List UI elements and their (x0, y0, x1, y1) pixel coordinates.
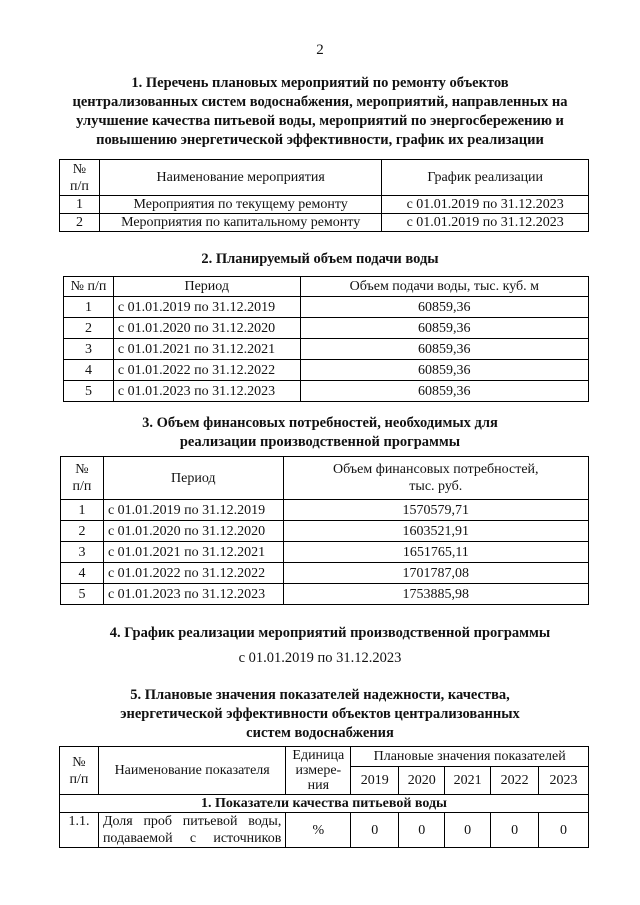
cell-unit: % (286, 813, 351, 848)
cell-num: 3 (64, 339, 114, 360)
title-line: улучшение качества питьевой воды, мероприятий по энергосбережению и (76, 113, 564, 129)
cell-num: 4 (64, 360, 114, 381)
cell-period: с 01.01.2021 по 31.12.2021 (103, 542, 283, 563)
table-row (60, 214, 589, 232)
cell-period: с 01.01.2022 по 31.12.2022 (113, 360, 300, 381)
cell-period: с 01.01.2020 по 31.12.2020 (113, 318, 300, 339)
cell-value: 0 (351, 813, 399, 848)
header-planned: Плановые значения показателей (351, 747, 589, 767)
cell-amount: 1753885,98 (283, 584, 588, 605)
header-num: № п/п (61, 457, 104, 500)
subsection-row (60, 795, 589, 813)
cell-volume: 60859,36 (300, 297, 588, 318)
header-num: № п/п (64, 277, 114, 297)
header-name: Наименование показателя (98, 747, 285, 795)
cell-amount: 1603521,91 (283, 521, 588, 542)
cell-period: с 01.01.2020 по 31.12.2020 (103, 521, 283, 542)
table-row (64, 360, 589, 381)
section2-title: 2. Планируемый объем подачи воды (201, 251, 439, 267)
header-volume: Объем подачи воды, тыс. куб. м (300, 277, 588, 297)
header-period: Период (113, 277, 300, 297)
header-num: № п/п (60, 747, 99, 795)
title-line: 5. Плановые значения показателей надежности, качества, (130, 687, 510, 703)
cell-period: с 01.01.2021 по 31.12.2021 (113, 339, 300, 360)
cell-num: 2 (64, 318, 114, 339)
cell-schedule: с 01.01.2019 по 31.12.2023 (382, 196, 589, 214)
table-row (64, 381, 589, 402)
cell-num: 5 (64, 381, 114, 402)
header-year: 2020 (399, 767, 445, 795)
table-row (64, 339, 589, 360)
header-schedule: График реализации (382, 160, 589, 196)
table-header-row (60, 747, 589, 767)
section2-table (63, 276, 589, 402)
section3-table (60, 456, 589, 605)
section3-title (40, 414, 600, 452)
table-row (60, 813, 589, 848)
table-row (61, 500, 589, 521)
cell-period: с 01.01.2019 по 31.12.2019 (113, 297, 300, 318)
header-year: 2023 (539, 767, 589, 795)
section1-title (40, 74, 600, 150)
table-row (61, 563, 589, 584)
header-period: Период (103, 457, 283, 500)
table-header-row (61, 457, 589, 500)
cell-period: с 01.01.2022 по 31.12.2022 (103, 563, 283, 584)
cell-volume: 60859,36 (300, 381, 588, 402)
cell-value: 0 (399, 813, 445, 848)
cell-volume: 60859,36 (300, 339, 588, 360)
cell-num: 3 (61, 542, 104, 563)
cell-schedule: с 01.01.2019 по 31.12.2023 (382, 214, 589, 232)
section5-title (40, 686, 600, 743)
cell-volume: 60859,36 (300, 318, 588, 339)
title-line: централизованных систем водоснабжения, мероприятий, направленных на (72, 94, 568, 110)
cell-num: 4 (61, 563, 104, 584)
page-number: 2 (316, 42, 324, 58)
cell-value: 0 (445, 813, 491, 848)
cell-period: с 01.01.2023 по 31.12.2023 (103, 584, 283, 605)
table-row (64, 318, 589, 339)
cell-name: Мероприятия по капитальному ремонту (99, 214, 381, 232)
table-row (61, 521, 589, 542)
section1-table (59, 159, 589, 232)
header-num: № п/п (60, 160, 100, 196)
cell-num: 1 (64, 297, 114, 318)
header-year: 2021 (445, 767, 491, 795)
title-line: повышению энергетической эффективности, график их реализации (96, 132, 544, 148)
cell-amount: 1701787,08 (283, 563, 588, 584)
cell-num: 1 (60, 196, 100, 214)
cell-num: 1 (61, 500, 104, 521)
table-header-row (60, 160, 589, 196)
section4-period: с 01.01.2019 по 31.12.2023 (238, 650, 402, 666)
cell-num: 2 (61, 521, 104, 542)
title-line: энергетической эффективности объектов централизованных (120, 706, 520, 722)
table-row (61, 542, 589, 563)
section4-title: 4. График реализации мероприятий производственной программы (109, 625, 551, 641)
title-line: реализации производственной программы (179, 434, 461, 450)
cell-volume: 60859,36 (300, 360, 588, 381)
cell-period: с 01.01.2019 по 31.12.2019 (103, 500, 283, 521)
subsection-title: 1. Показатели качества питьевой воды (60, 795, 589, 813)
section5-table (59, 746, 589, 848)
header-amount: Объем финансовых потребностей, тыс. руб. (283, 457, 588, 500)
header-name: Наименование мероприятия (99, 160, 381, 196)
title-line: 3. Объем финансовых потребностей, необходимых для (142, 415, 498, 431)
cell-amount: 1570579,71 (283, 500, 588, 521)
header-year: 2019 (351, 767, 399, 795)
cell-value: 0 (491, 813, 539, 848)
cell-num: 1.1. (60, 813, 99, 848)
cell-amount: 1651765,11 (283, 542, 588, 563)
cell-num: 2 (60, 214, 100, 232)
table-row (61, 584, 589, 605)
cell-period: с 01.01.2023 по 31.12.2023 (113, 381, 300, 402)
header-year: 2022 (491, 767, 539, 795)
title-line: 1. Перечень плановых мероприятий по ремонту объектов (131, 75, 509, 91)
cell-num: 5 (61, 584, 104, 605)
table-row (60, 196, 589, 214)
table-header-row (64, 277, 589, 297)
header-unit: Единица измере- ния (286, 747, 351, 795)
cell-name: Доля проб питьевой воды, подаваемой с источников (98, 813, 285, 848)
cell-name: Мероприятия по текущему ремонту (99, 196, 381, 214)
table-row (64, 297, 589, 318)
cell-value: 0 (539, 813, 589, 848)
title-line: систем водоснабжения (246, 725, 394, 741)
